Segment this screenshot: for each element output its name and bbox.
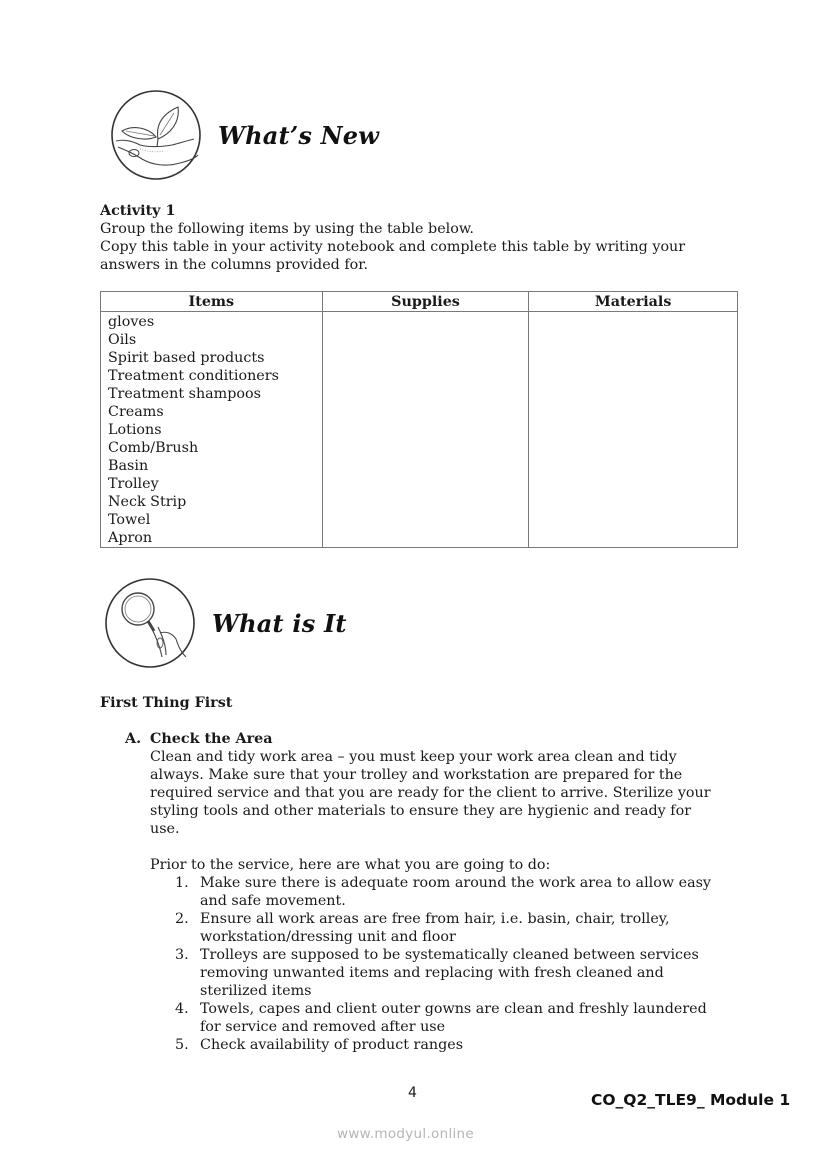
table-row [101,312,738,548]
list-item [150,1036,750,1054]
list-item: Trolley [108,476,159,492]
part-a-label: A. [125,731,142,747]
steps-list [150,874,750,1054]
page-number: 4 [408,1085,417,1101]
section-title-whats-new: What’s New [218,120,380,150]
list-intro: Prior to the service, here are what you are going to do: [150,857,551,873]
section-title-what-is-it: What is It [212,608,347,638]
step-line: Towels, capes and client outer gowns are clean and freshly laundered [200,1001,707,1017]
materials-cell [529,312,738,548]
list-item: Towel [108,512,151,528]
step-number: 1. [175,875,189,891]
step-number: 3. [175,947,189,963]
list-item [150,910,750,946]
list-item: Lotions [108,422,162,438]
step-line: workstation/dressing unit and floor [200,929,456,945]
list-item: Comb/Brush [108,440,199,456]
table-header-row [101,292,738,312]
paragraph-line: always. Make sure that your trolley and workstation are prepared for the [150,767,683,783]
activity-instruction: Copy this table in your activity notebook and complete this table by writing your [100,239,686,255]
step-line: and safe movement. [200,893,346,909]
list-item: Basin [108,458,149,474]
list-item [150,874,750,910]
list-item: Neck Strip [108,494,187,510]
list-item [150,946,750,1000]
step-number: 2. [175,911,189,927]
watermark-link[interactable]: www.modyul.online [337,1126,475,1142]
paragraph-line: required service and that you are ready for the client to arrive. Sterilize your [150,785,711,801]
list-item: Creams [108,404,164,420]
paragraph-line: use. [150,821,180,837]
step-number: 4. [175,1001,189,1017]
what-is-it-header [104,577,347,669]
list-item: Apron [108,530,153,546]
list-item [150,1000,750,1036]
activity-heading: Activity 1 [100,203,176,219]
column-header-supplies: Supplies [322,292,529,312]
column-header-items: Items [101,292,323,312]
paragraph-line: styling tools and other materials to ensure they are hygienic and ready for [150,803,692,819]
list-item: gloves [108,314,155,330]
activity-instruction: answers in the columns provided for. [100,257,369,273]
paragraph-line: Clean and tidy work area – you must keep your work area clean and tidy [150,749,677,765]
step-line: Make sure there is adequate room around the work area to allow easy [200,875,712,891]
step-line: Trolleys are supposed to be systematically cleaned between services [200,947,699,963]
step-line: sterilized items [200,983,312,999]
items-cell [101,312,323,548]
step-line: Check availability of product ranges [200,1037,464,1053]
step-line: Ensure all work areas are free from hair, i.e. basin, chair, trolley, [200,911,670,927]
hand-holding-plant-icon [110,89,202,181]
module-code: CO_Q2_TLE9_ Module 1 [591,1091,791,1109]
whats-new-header [110,89,379,181]
list-item: Oils [108,332,137,348]
activity-instruction: Group the following items by using the table below. [100,221,474,237]
activity-table [100,291,738,548]
supplies-cell [322,312,529,548]
list-item: Treatment conditioners [108,368,279,384]
column-header-materials: Materials [529,292,738,312]
list-item: Treatment shampoos [108,386,261,402]
step-number: 5. [175,1037,189,1053]
step-line: for service and removed after use [200,1019,446,1035]
step-line: removing unwanted items and replacing with fresh cleaned and [200,965,664,981]
list-item: Spirit based products [108,350,265,366]
magnifying-glass-icon [104,577,196,669]
part-a-title: Check the Area [150,731,273,747]
subheading: First Thing First [100,695,233,711]
